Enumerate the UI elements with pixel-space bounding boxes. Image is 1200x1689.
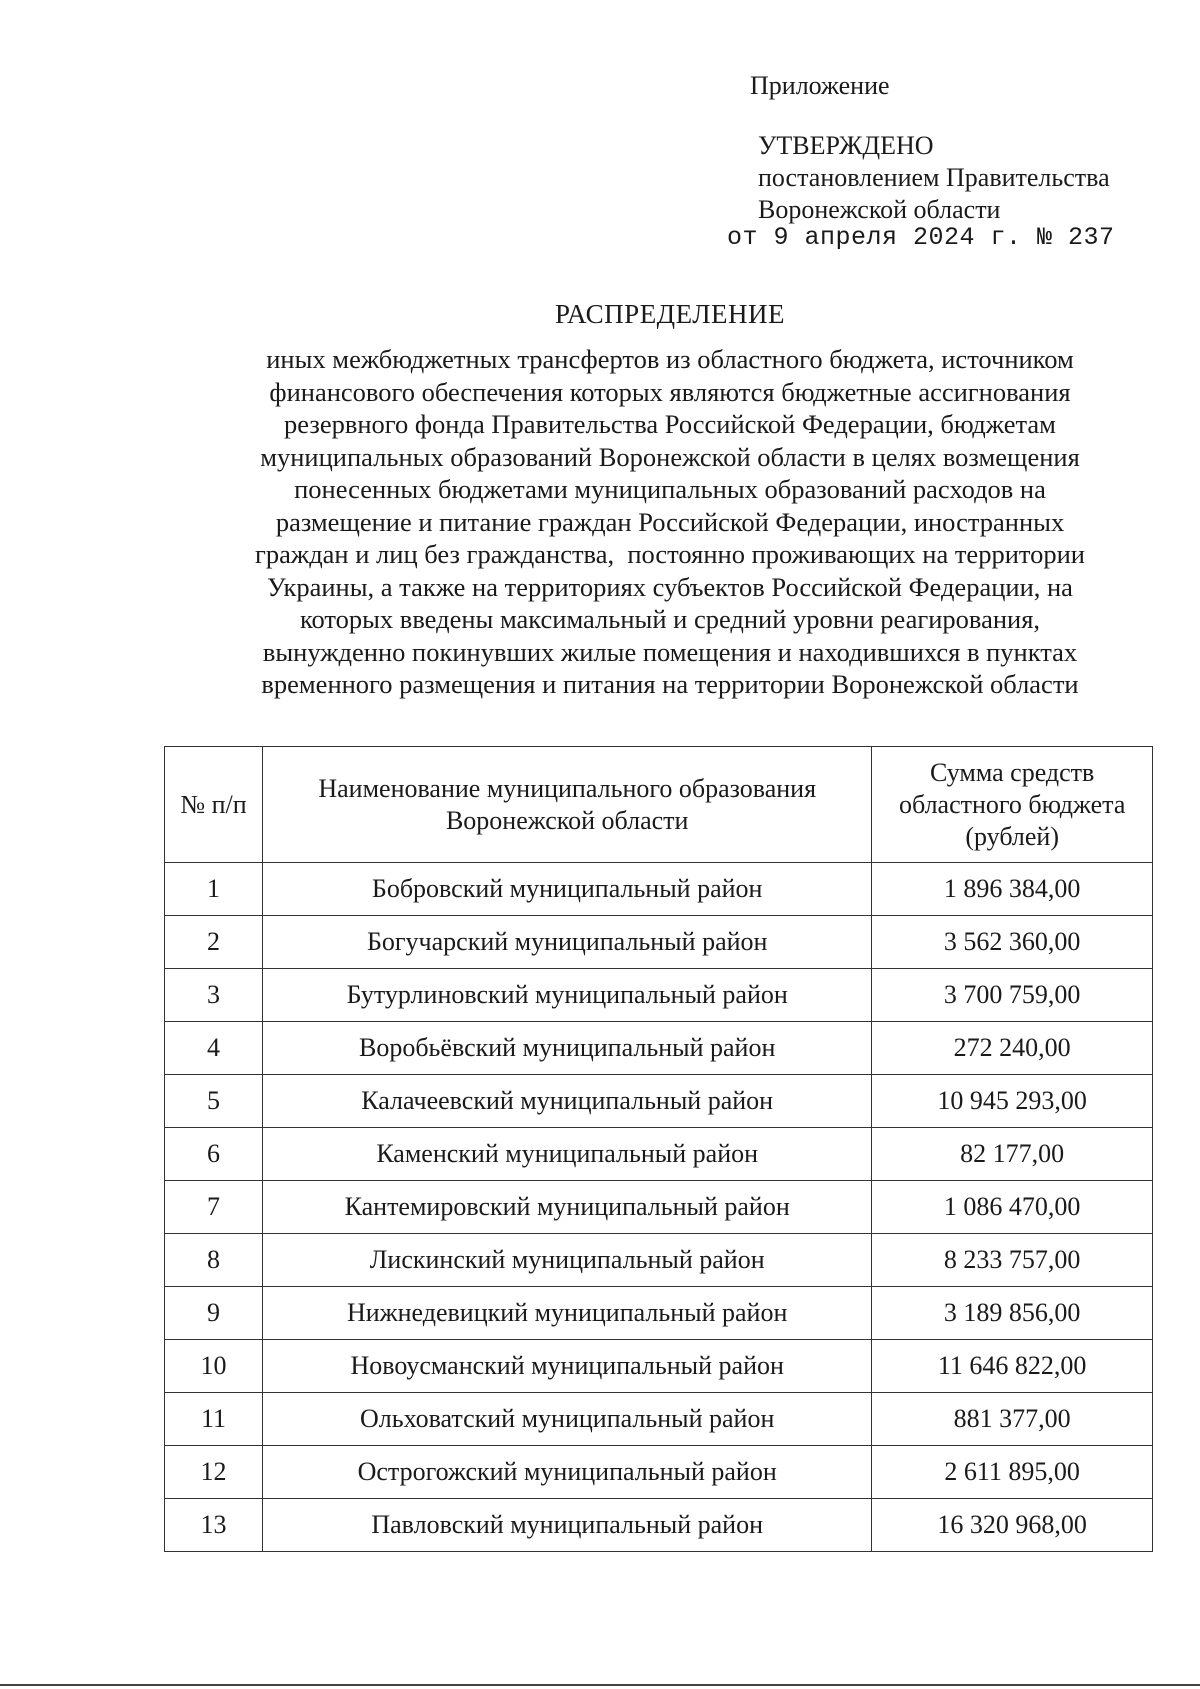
subtitle-line: иных межбюджетных трансфертов из областного бюджета, источником — [266, 344, 1074, 374]
subtitle-line: финансового обеспечения которых являются бюджетные ассигнования — [269, 376, 1071, 407]
header-sum-line: областного бюджета — [898, 789, 1126, 819]
row-number: 2 — [165, 916, 263, 969]
subtitle-line: которых введены максимальный и средний уровни реагирования, — [299, 604, 1041, 634]
subtitle-line: муниципальных образований Воронежской области в целях возмещения — [260, 441, 1080, 472]
table-row — [165, 1499, 1153, 1552]
table-row — [165, 1234, 1153, 1287]
row-sum: 11 646 822,00 — [872, 1340, 1153, 1393]
table-row — [165, 1075, 1153, 1128]
subtitle-line: понесенных бюджетами муниципальных образований расходов на — [294, 474, 1046, 504]
subtitle-line: вынужденно покинувших жилые помещения и находившихся в пунктах — [262, 636, 1078, 667]
row-municipality: Богучарский муниципальный район — [263, 916, 872, 969]
row-sum: 1 086 470,00 — [872, 1181, 1153, 1234]
row-number: 11 — [165, 1393, 263, 1446]
header-municipality — [263, 747, 872, 863]
page-bottom-rule — [0, 1684, 1200, 1686]
row-number: 6 — [165, 1128, 263, 1181]
table-row — [165, 1393, 1153, 1446]
header-sum — [872, 747, 1153, 863]
row-municipality: Новоусманский муниципальный район — [263, 1340, 872, 1393]
table-row — [165, 916, 1153, 969]
row-sum: 272 240,00 — [872, 1022, 1153, 1075]
distribution-table — [164, 746, 1153, 1552]
row-municipality: Нижнедевицкий муниципальный район — [263, 1287, 872, 1340]
row-sum: 16 320 968,00 — [872, 1499, 1153, 1552]
table-header-row — [165, 747, 1153, 863]
subtitle-line: размещение и питание граждан Российской Федерации, иностранных — [275, 506, 1065, 537]
header-sum-line: (рублей) — [965, 821, 1059, 851]
table-row — [165, 969, 1153, 1022]
row-sum: 82 177,00 — [872, 1128, 1153, 1181]
row-sum: 3 562 360,00 — [872, 916, 1153, 969]
row-sum: 8 233 757,00 — [872, 1234, 1153, 1287]
header-sum-line: Сумма средств — [930, 757, 1095, 787]
header-number: № п/п — [165, 747, 263, 863]
row-municipality: Бутурлиновский муниципальный район — [263, 969, 872, 1022]
row-sum: 10 945 293,00 — [872, 1075, 1153, 1128]
subtitle-line: резервного фонда Правительства Российской Федерации, бюджетам — [284, 409, 1056, 439]
row-municipality: Ольховатский муниципальный район — [263, 1393, 872, 1446]
approval-block — [727, 70, 1115, 254]
table-row — [165, 1340, 1153, 1393]
row-number: 1 — [165, 863, 263, 916]
row-number: 4 — [165, 1022, 263, 1075]
row-municipality: Воробьёвский муниципальный район — [263, 1022, 872, 1075]
row-number: 3 — [165, 969, 263, 1022]
row-number: 7 — [165, 1181, 263, 1234]
approved-label: УТВЕРЖДЕНО — [758, 131, 934, 160]
header-municipality-line: Воронежской области — [445, 805, 689, 835]
header-municipality-line: Наименование муниципального образования — [318, 773, 817, 803]
subtitle-line: Украины, а также на территориях субъектов Российской Федерации, на — [267, 571, 1073, 602]
row-sum: 3 700 759,00 — [872, 969, 1153, 1022]
row-municipality: Калачеевский муниципальный район — [263, 1075, 872, 1128]
row-number: 9 — [165, 1287, 263, 1340]
row-sum: 881 377,00 — [872, 1393, 1153, 1446]
decree-reference: от 9 апреля 2024 г. № 237 — [727, 223, 1115, 252]
subtitle-line: граждан и лиц без гражданства, постоянно проживающих на территории — [255, 539, 1085, 569]
appendix-label: Приложение — [750, 71, 890, 100]
row-municipality: Кантемировский муниципальный район — [263, 1181, 872, 1234]
table-row — [165, 1022, 1153, 1075]
document-title: РАСПРЕДЕЛЕНИЕ — [554, 299, 786, 329]
table-row — [165, 1128, 1153, 1181]
table-row — [165, 863, 1153, 916]
row-number: 5 — [165, 1075, 263, 1128]
row-municipality: Каменский муниципальный район — [263, 1128, 872, 1181]
row-number: 12 — [165, 1446, 263, 1499]
row-number: 8 — [165, 1234, 263, 1287]
row-municipality: Острогожский муниципальный район — [263, 1446, 872, 1499]
row-municipality: Павловский муниципальный район — [263, 1499, 872, 1552]
approval-line-2: Воронежской области — [758, 195, 1001, 224]
row-sum: 3 189 856,00 — [872, 1287, 1153, 1340]
document-subtitle — [210, 343, 1130, 701]
row-sum: 2 611 895,00 — [872, 1446, 1153, 1499]
approval-line-1: постановлением Правительства — [758, 163, 1110, 192]
subtitle-line: временного размещения и питания на территории Воронежской области — [261, 669, 1079, 699]
row-number: 10 — [165, 1340, 263, 1393]
row-municipality: Лискинский муниципальный район — [263, 1234, 872, 1287]
row-municipality: Бобровский муниципальный район — [263, 863, 872, 916]
table-row — [165, 1181, 1153, 1234]
row-sum: 1 896 384,00 — [872, 863, 1153, 916]
table-row — [165, 1287, 1153, 1340]
table-row — [165, 1446, 1153, 1499]
row-number: 13 — [165, 1499, 263, 1552]
